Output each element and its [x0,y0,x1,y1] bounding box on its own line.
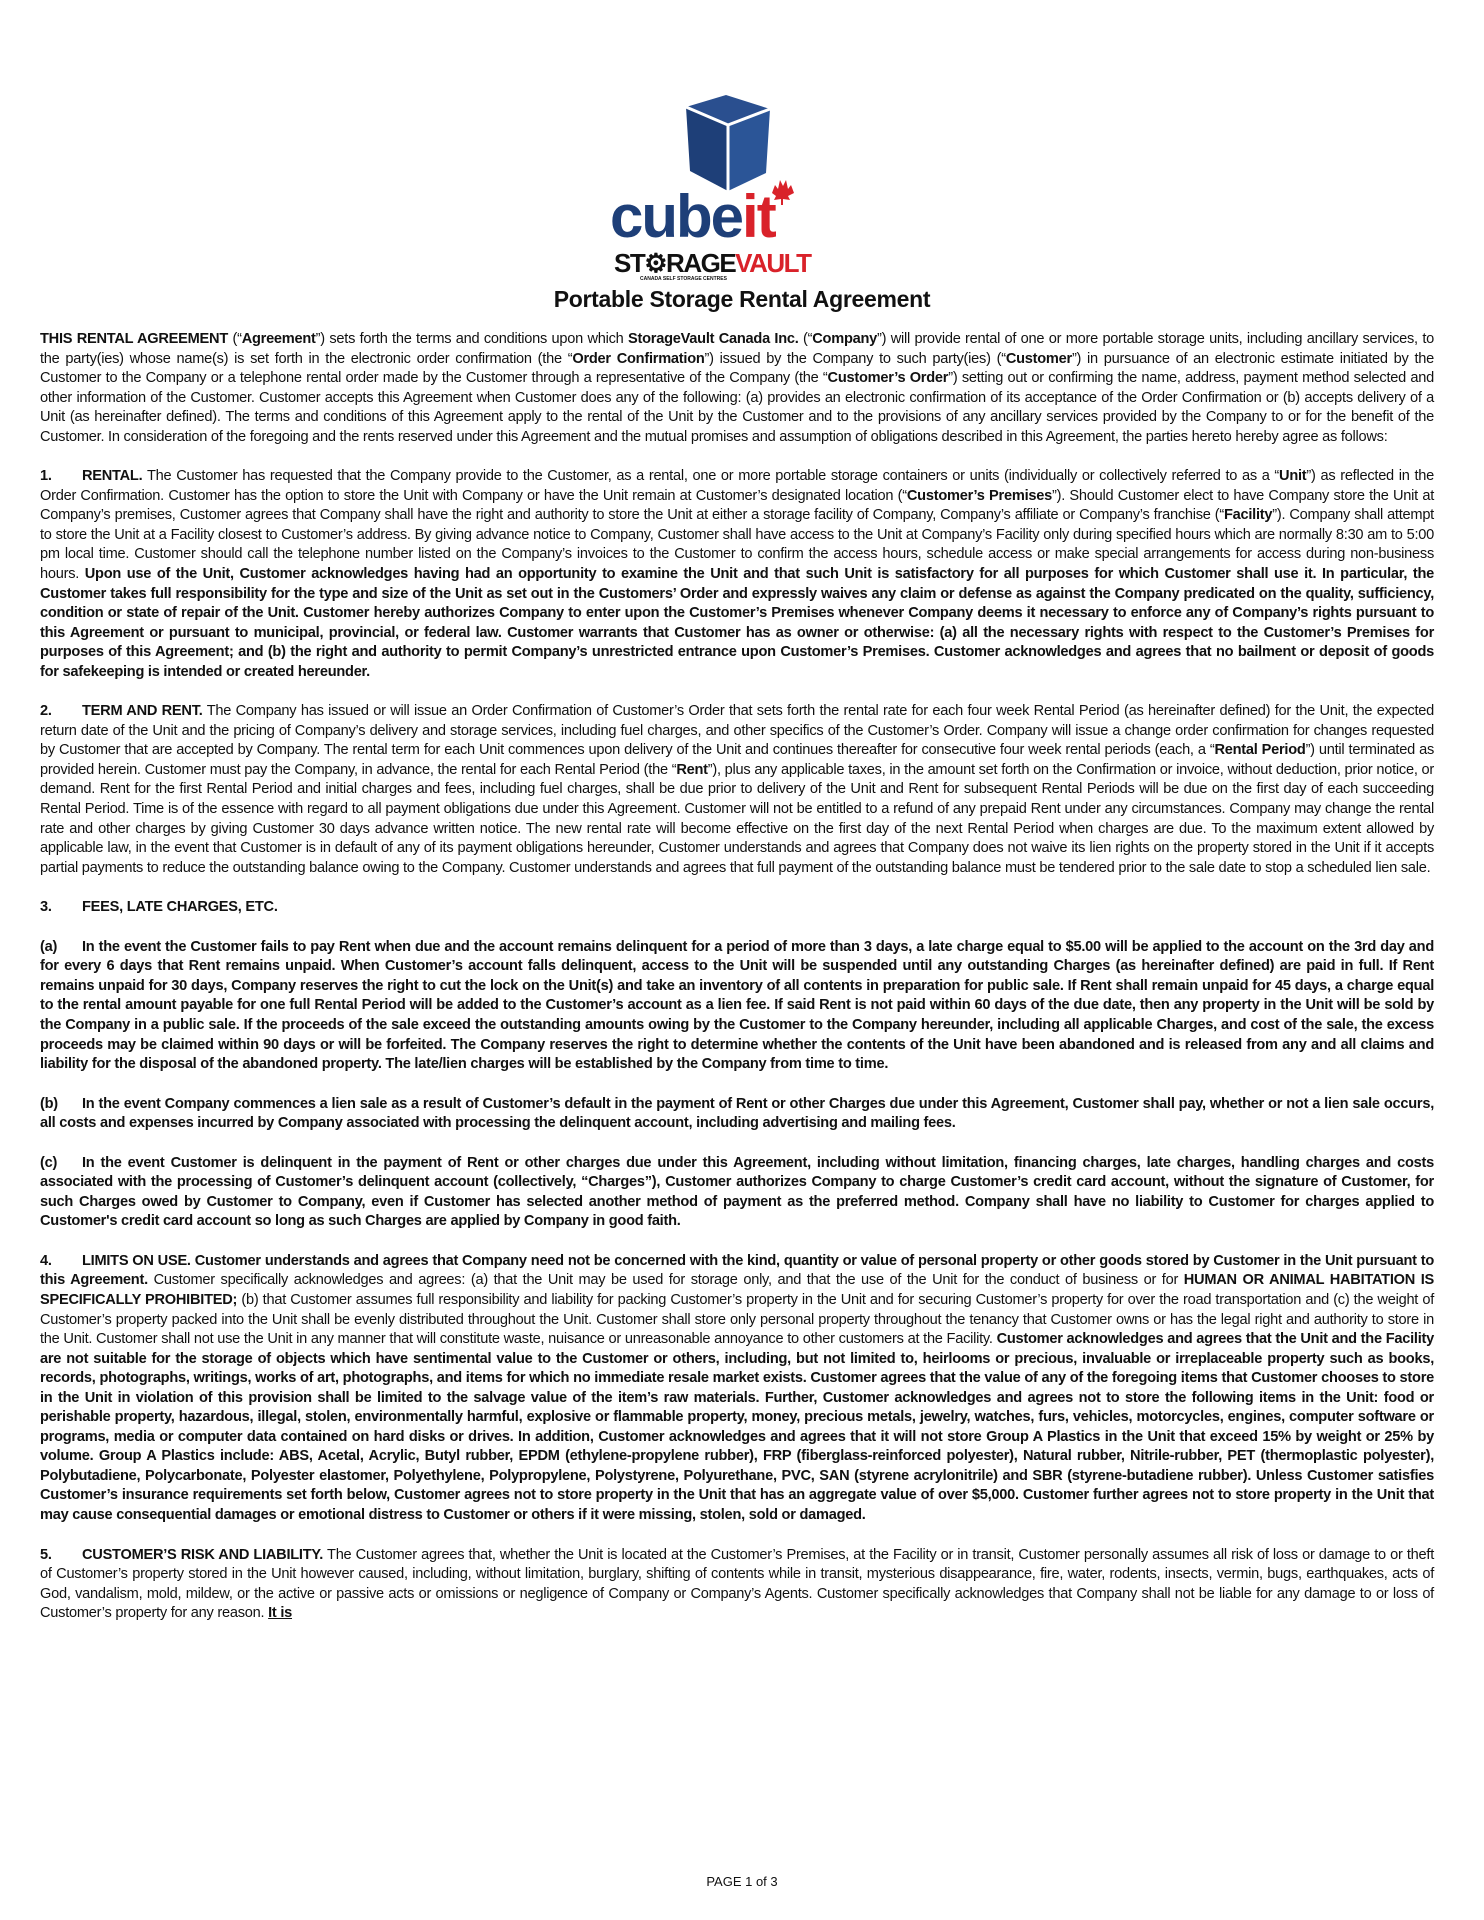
clause-paragraph [40,467,1434,682]
page-number: PAGE 1 of 3 [706,1874,778,1889]
gear-icon: ⚙ [644,248,667,278]
bold-text: It is [268,1605,293,1622]
bold-text: FEES, LATE CHARGES, ETC. [82,899,278,916]
body-text: The Customer agrees that, whether the Unit is located at the Customer’s Premises, at the Facility or in transit, Customer personally assumes all risk of loss or damage to or theft of Customer’s property stored in the Unit however caused, including, without limitation, burglary, shifting of contents while in transit, mysterious disappearance, fire, water, rodents, insects, vermin, bugs, earthquakes, acts of God, vandalism, mold, mildew, or the active or passive acts or omissions or negligence of Company or Company’s Agents. Customer specifically acknowledges that Company shall not be liable for any damage to or loss of Customer’s property for any reason. [40,1546,1434,1622]
clause-paragraph [40,1154,1434,1232]
bold-text: HUMAN OR ANIMAL HABITATION IS SPECIFICALLY PROHIBITED; [40,1272,1435,1308]
bold-text: StorageVault Canada Inc. [628,331,799,347]
body-text: ”) sets forth the terms and conditions upon which [315,331,629,347]
bold-text: Agreement [241,331,316,347]
bold-text: TERM AND RENT. [82,703,203,720]
document-title: Portable Storage Rental Agreement [553,286,931,312]
brand-cube-text: cube [610,183,743,250]
clause-number: 4. [40,1252,52,1269]
body-text: ”) setting out or confirming the name, address, payment method selected and other information of the Customer. Customer accepts this Agreement when Customer does any of the following: (a) provides an electronic confirmation of its acceptance of the Order Confirmation or (b) accepts delivery of a Unit (as hereinafter defined). The terms and conditions of this Agreement apply to the rental of the Unit by the Customer and to the provisions of any ancillary services provided by the Company to or for the benefit of the Customer. In consideration of the foregoing and the rents reserved under this Agreement and the mutual promises and assumption of obligations described in this Agreement, the parties hereto hereby agree as follows: [40,370,1434,445]
bold-text: In the event Company commences a lien sale as a result of Customer’s default in the payment of Rent or other Charges due under this Agreement, Customer shall pay, whether or not a lien sale occurs, all costs and expenses incurred by Company associated with processing the delinquent account, including advertising and mailing fees. [40,1095,1434,1132]
clause-number: 5. [40,1546,52,1563]
bold-text: Rent [676,761,708,778]
clause-number: 1. [40,468,52,485]
storagevault-wordmark [614,249,810,277]
body-text: ”) will provide rental of one or more portable storage units, including ancillary services, to the party(ies) whose name(s) is set forth in the electronic order confirmation (the “ [40,331,1434,367]
clause-paragraph [40,702,1434,878]
body-text: (“ [227,331,242,347]
clause-paragraph [40,938,1434,1075]
agreement-body [40,330,1434,1644]
intro-paragraph [40,330,1434,447]
brand-wordmark [610,183,775,250]
brand-it-text: it [742,183,775,250]
bold-text: Customer’s Order [827,370,949,387]
bold-text: Facility [1223,507,1273,524]
clause-number: (a) [40,938,58,955]
clause-paragraph [40,898,1434,918]
storagevault-vault: VAULT [735,248,811,278]
bold-text: Upon use of the Unit, Customer acknowledges having had an opportunity to examine the Unit and that such Unit is satisfactory for all purposes for which Customer shall use it. In particular, the Customer takes full responsibility for the type and size of the Unit as set out in the Customers’ Order and expressly waives any claim or defense as against the Company predicated on the quality, sufficiency, condition or state of repair of the Unit. Customer hereby authorizes Company to enter upon the Customer’s Premises whenever Company deems it necessary to enforce any of Company’s rights pursuant to this Agreement or pursuant to municipal, provincial, or federal law. Customer warrants that Customer has as owner or otherwise: (a) all the necessary rights with respect to the Customer’s Premises for purposes of this Agreement; and (b) the right and authority to permit Company’s unrestricted entrance upon Customer’s Premises. Customer acknowledges and agrees that no bailment or deposit of goods for safekeeping is intended or created hereunder. [40,566,1434,680]
body-text: ”). Company shall attempt to store the Unit at a Facility closest to Customer’s address. By giving advance notice to Company, Customer shall have access to the Unit at Company’s Facility only during specified hours which are normally 8:30 am to 5:00 pm local time. Customer should call the telephone number listed on the Company’s invoices to the Customer to confirm the access hours, schedule access or make special arrangements for access during non-business hours. [40,507,1434,583]
clause-paragraph [40,1095,1434,1134]
bold-text: CUSTOMER’S RISK AND LIABILITY. [82,1546,324,1563]
bold-text: Company [812,331,878,347]
bold-text: Rental Period [1214,742,1306,759]
body-text: (b) that Customer assumes full responsibility and liability for packing Customer’s property in the Unit and for securing Customer’s property for over the road transportation and (c) the weight of Customer’s property packed into the Unit shall be evenly distributed throughout the Unit. Customer shall store only personal property throughout the tenancy that Customer owns or has the legal right and authority to store in the Unit. Customer shall not use the Unit in any manner that will constitute waste, nuisance or unreasonable annoyance to other customers at the Facility. [40,1291,1435,1348]
body-text: (“ [798,331,813,347]
bold-text: RENTAL. [82,468,143,485]
bold-text: Customer’s Premises [906,487,1052,504]
bold-text: Customer [1005,350,1072,367]
body-text: ”). Should Customer elect to have Company store the Unit at Company’s premises, Customer agrees that Company shall have the right and authority to store the Unit at either a storage facility of Company, Company’s affiliate or Company’s franchise (“ [40,487,1434,524]
clause-number: 2. [40,703,52,720]
storagevault-st: ST [614,248,645,278]
logo-tagline: CANADA SELF STORAGE CENTRES [640,276,727,282]
bold-text: In the event the Customer fails to pay Rent when due and the account remains delinquent for a period of more than 3 days, a late charge equal to $5.00 will be applied to the account on the 3rd day and for every 6 days that Rent remains unpaid. When Customer’s account falls delinquent, access to the Unit will be suspended until any outstanding Charges (as hereinafter defined) are paid in full. If Rent remains unpaid for 30 days, Company reserves the right to cut the lock on the Unit(s) and take an inventory of all contents in preparation for public sale. If Rent shall remain unpaid for 45 days, a charge equal to the rental amount payable for one full Rental Period will be added to the Customer’s account as a lien fee. If said Rent is not paid within 60 days of the due date, then any property in the Unit will be sold by the Company in a public sale. If the proceeds of the sale exceed the outstanding amounts owing by the Customer to the Company hereunder, including all applicable Charges, and cost of the sale, the excess proceeds may be claimed within 90 days or will be forfeited. The Company reserves the right to determine whether the contents of the Unit have been abandoned and is released from any and all claims and liability for the disposal of the abandoned property. The late/lien charges will be established by the Company from time to time. [40,938,1434,1073]
bold-text: Customer acknowledges and agrees that the Unit and the Facility are not suitable for the storage of objects which have sentimental value to the Customer or others, including, but not limited to, heirlooms or precious, invaluable or irreplaceable property such as books, records, photographs, writings, works of art, photographs, and items for which no immediate resale market exists. Customer agrees that the value of any of the foregoing items that Customer chooses to store in the Unit in violation of this provision shall be limited to the salvage value of the item’s raw materials. Further, Customer acknowledges and agrees not to store the following items in the Unit: food or perishable property, hazardous, illegal, stolen, environmentally harmful, explosive or flammable property, money, precious metals, jewelry, watches, furs, vehicles, motorcycles, engines, computer software or programs, media or computer data contained on hard disks or drives. In addition, Customer acknowledges and agrees that it will not store Group A Plastics in the Unit that exceed 15% by weight or 25% by volume. Group A Plastics include: ABS, Acetal, Acrylic, Butyl rubber, EPDM (ethylene-propylene rubber), FRP (fiberglass-reinforced polyester), Natural rubber, Nitrile-rubber, PET (thermoplastic polyester), Polybutadiene, Polycarbonate, Polyester elastomer, Polyethylene, Polypropylene, Polystyrene, Polyurethane, PVC, SAN (styrene acrylonitrile) and SBR (styrene-butadiene rubber). Unless Customer satisfies Customer’s insurance requirements set forth below, Customer agrees not to store property in the Unit that has an aggregate value of over $5,000. Customer further agrees not to store property in the Unit that may cause consequential damages or emotional distress to Customer or others if it were missing, stolen, sold or damaged. [40,1331,1434,1523]
body-text: The Customer has requested that the Company provide to the Customer, as a rental, one or more portable storage containers or units (individually or collectively referred to as a “ [142,468,1280,485]
body-text: ”) in pursuance of an electronic estimate initiated by the Customer to the Company or a telephone rental order made by the Customer through a representative of the Company (the “ [40,350,1434,387]
body-text: ”) as reflected in the Order Confirmation. Customer has the option to store the Unit with Company or have the Unit remain at Customer’s designated location (“ [40,468,1434,504]
body-text: ”), plus any applicable taxes, in the amount set forth on the Confirmation or invoice, without deduction, prior notice, or demand. Rent for the first Rental Period and initial charges and fees, including fuel charges, shall be due prior to delivery of the Unit and Rent for subsequent Rental Periods will be due on the first day of each succeeding Rental Period. Time is of the essence with regard to all payment obligations due under this Agreement. Customer will not be entitled to a refund of any prepaid Rent under any circumstances. Company may change the rental rate and other charges by giving Customer 30 days advance written notice. The new rental rate will become effective on the first day of the next Rental Period when charges are due. To the maximum extent allowed by applicable law, in the event that Customer is in default of any of its payment obligations hereunder, Customer understands and agrees that Company does not waive its lien rights on the property stored in the Unit if it accepts partial payments to reduce the outstanding balance owing to the Company. Customer understands and agrees that full payment of the outstanding balance must be tendered prior to the sale date to stop a scheduled lien sale. [40,761,1434,876]
bold-text: Order Confirmation [572,350,705,367]
body-text: The Company has issued or will issue an Order Confirmation of Customer’s Order that sets forth the rental rate for each four week Rental Period (as hereinafter defined) for the Unit, the expected return date of the Unit and the pricing of Company’s delivery and storage services, including fuel charges, and other specifics of the Customer’s Order. Company will issue a change order confirmation for changes requested by Customer that are accepted by Company. The rental term for each Unit commences upon delivery of the Unit and continues thereafter for consecutive four week rental periods (each, a “ [40,703,1434,759]
body-text: ”) until terminated as provided herein. Customer must pay the Company, in advance, the rental for each Rental Period (the “ [40,742,1434,778]
bold-text: Unit [1279,468,1307,485]
clause-number: (c) [40,1154,58,1171]
bold-text: THIS RENTAL AGREEMENT [40,331,228,347]
company-logo [600,95,884,285]
bold-text: LIMITS ON USE. Customer understands and agrees that Company need not be concerned with the kind, quantity or value of personal property or other goods stored by Customer in the Unit pursuant to this Agreement. [40,1252,1434,1289]
clause-paragraph [40,1546,1434,1624]
clause-number: (b) [40,1095,58,1112]
body-text: Customer specifically acknowledges and agrees: (a) that the Unit may be used for storage only, and that the use of the Unit for the conduct of business or for [147,1272,1184,1289]
clause-number: 3. [40,899,52,916]
body-text: ”) issued by the Company to such party(ies) (“ [704,350,1006,367]
storagevault-rage: RAGE [666,248,736,278]
bold-text: In the event Customer is delinquent in the payment of Rent or other charges due under this Agreement, including without limitation, financing charges, late charges, handling charges and costs associated with the processing of Customer’s delinquent account (collectively, “Charges”), Customer authorizes Company to charge Customer’s credit card account, without the signature of Customer, for such Charges owed by Customer to Company, even if Customer has selected another method of payment as the preferred method. Company shall have no liability to Customer for charges applied to Customer's credit card account so long as such Charges are applied by Company in good faith. [40,1154,1434,1230]
clause-paragraph [40,1252,1434,1526]
